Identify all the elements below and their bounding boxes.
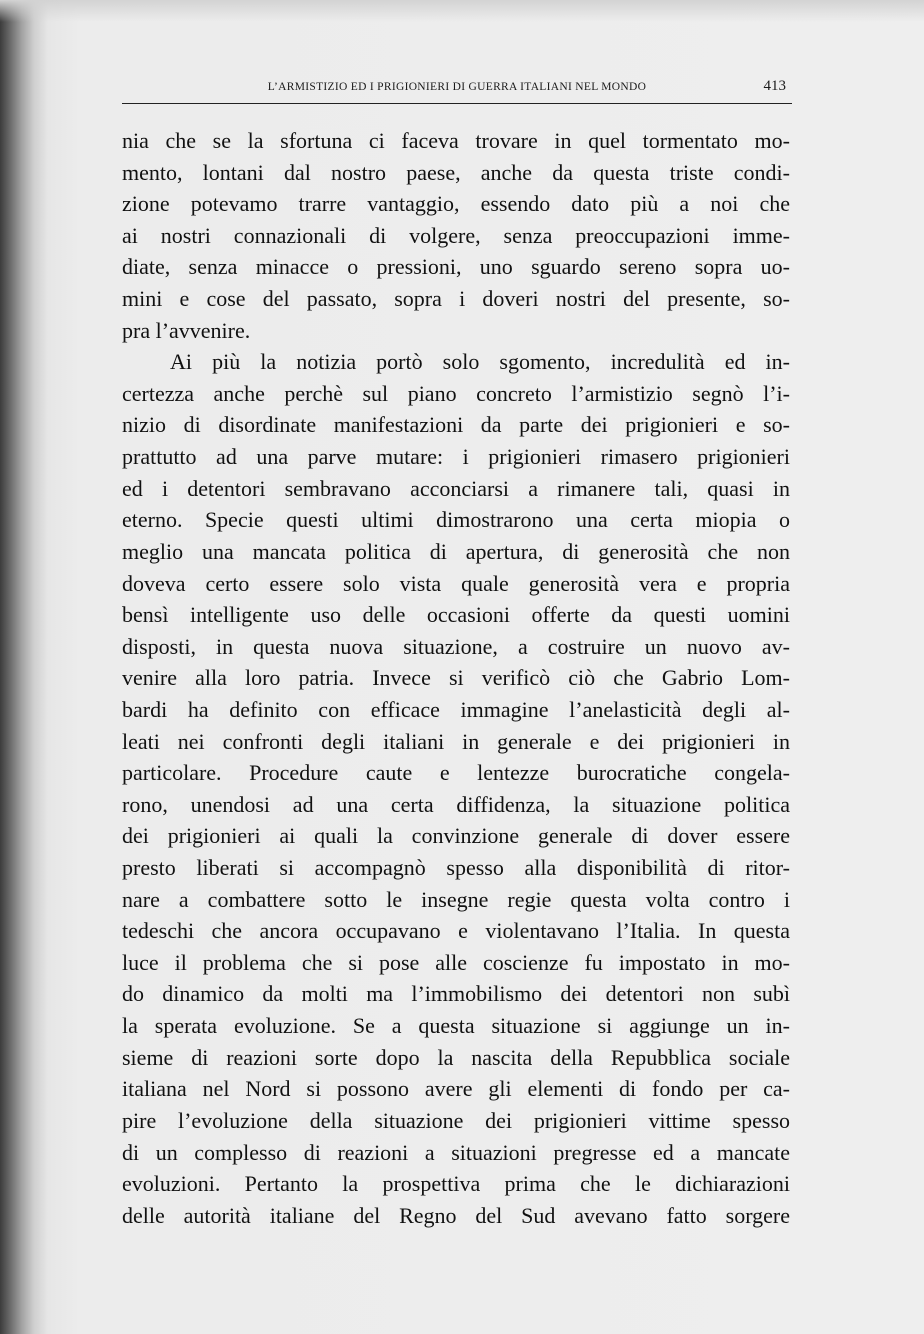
running-title: L’ARMISTIZIO ED I PRIGIONIERI DI GUERRA ITALIANI NEL MONDO	[267, 81, 647, 93]
text-line: disposti, in questa nuova situazione, a costruire un nuovo av-	[122, 633, 790, 659]
text-line: certezza anche perchè sul piano concreto l’armistizio segnò l’i-	[122, 380, 790, 406]
text-line: italiana nel Nord si possono avere gli elementi di fondo per ca-	[122, 1076, 790, 1102]
text-line: doveva certo essere solo vista quale generosità vera e propria	[122, 570, 790, 596]
text-line: prattutto ad una parve mutare: i prigionieri rimasero prigionieri	[122, 444, 790, 470]
text-line: bensì intelligente uso delle occasioni offerte da questi uomini	[122, 602, 790, 628]
paragraph-first-line: Ai più la notizia portò solo sgomento, incredulità ed in-	[170, 349, 790, 375]
text-line: zione potevamo trarre vantaggio, essendo dato più a noi che	[122, 191, 790, 217]
text-line: luce il problema che si pose alle coscienze fu impostato in mo-	[122, 949, 790, 975]
text-line: mini e cose del passato, sopra i doveri nostri del presente, so-	[122, 286, 790, 312]
text-line: la sperata evoluzione. Se a questa situazione si aggiunge un in-	[122, 1013, 790, 1039]
body-text	[122, 125, 790, 1231]
text-line: mento, lontani dal nostro paese, anche da questa triste condi-	[122, 159, 790, 185]
text-line: nizio di disordinate manifestazioni da parte dei prigionieri e so-	[122, 412, 790, 438]
text-line: evoluzioni. Pertanto la prospettiva prima che le dichiarazioni	[122, 1171, 790, 1197]
text-line: diate, senza minacce o pressioni, uno sguardo sereno sopra uo-	[122, 254, 790, 280]
text-line: ed i detentori sembravano acconciarsi a rimanere tali, quasi in	[122, 475, 790, 501]
text-line: di un complesso di reazioni a situazioni pregresse ed a mancate	[122, 1139, 790, 1165]
text-line: tedeschi che ancora occupavano e violentavano l’Italia. In questa	[122, 918, 790, 944]
text-line: nia che se la sfortuna ci faceva trovare in quel tormentato mo-	[122, 128, 790, 153]
text-line: particolare. Procedure caute e lentezze burocratiche congela-	[122, 760, 790, 786]
text-line: do dinamico da molti ma l’immobilismo dei detentori non subì	[122, 981, 790, 1007]
text-line: presto liberati si accompagnò spesso alla disponibilità di ritor-	[122, 855, 790, 881]
text-line: rono, unendosi ad una certa diffidenza, la situazione politica	[122, 791, 790, 817]
text-line: dei prigionieri ai quali la convinzione generale di dover essere	[122, 823, 790, 849]
text-line: leati nei confronti degli italiani in generale e dei prigionieri in	[122, 728, 790, 754]
text-line: nare a combattere sotto le insegne regie questa volta contro i	[122, 886, 790, 912]
text-line: delle autorità italiane del Regno del Sud avevano fatto sorgere	[122, 1202, 790, 1228]
text-line: meglio una mancata politica di apertura, di generosità che non	[122, 538, 790, 564]
text-line: pra l’avvenire.	[122, 317, 251, 343]
text-line: eterno. Specie questi ultimi dimostrarono una certa miopia o	[122, 507, 790, 533]
text-line: ai nostri connazionali di volgere, senza preoccupazioni imme-	[122, 222, 790, 248]
page-top-shadow	[0, 0, 924, 22]
running-header	[122, 73, 792, 104]
page-number: 413	[763, 78, 786, 94]
text-line: bardi ha definito con efficace immagine l’anelasticità degli al-	[122, 696, 790, 722]
text-line: sieme di reazioni sorte dopo la nascita della Repubblica sociale	[122, 1044, 790, 1070]
text-line: venire alla loro patria. Invece si verificò ciò che Gabrio Lom-	[122, 665, 790, 691]
text-line: pire l’evoluzione della situazione dei prigionieri vittime spesso	[122, 1107, 790, 1133]
